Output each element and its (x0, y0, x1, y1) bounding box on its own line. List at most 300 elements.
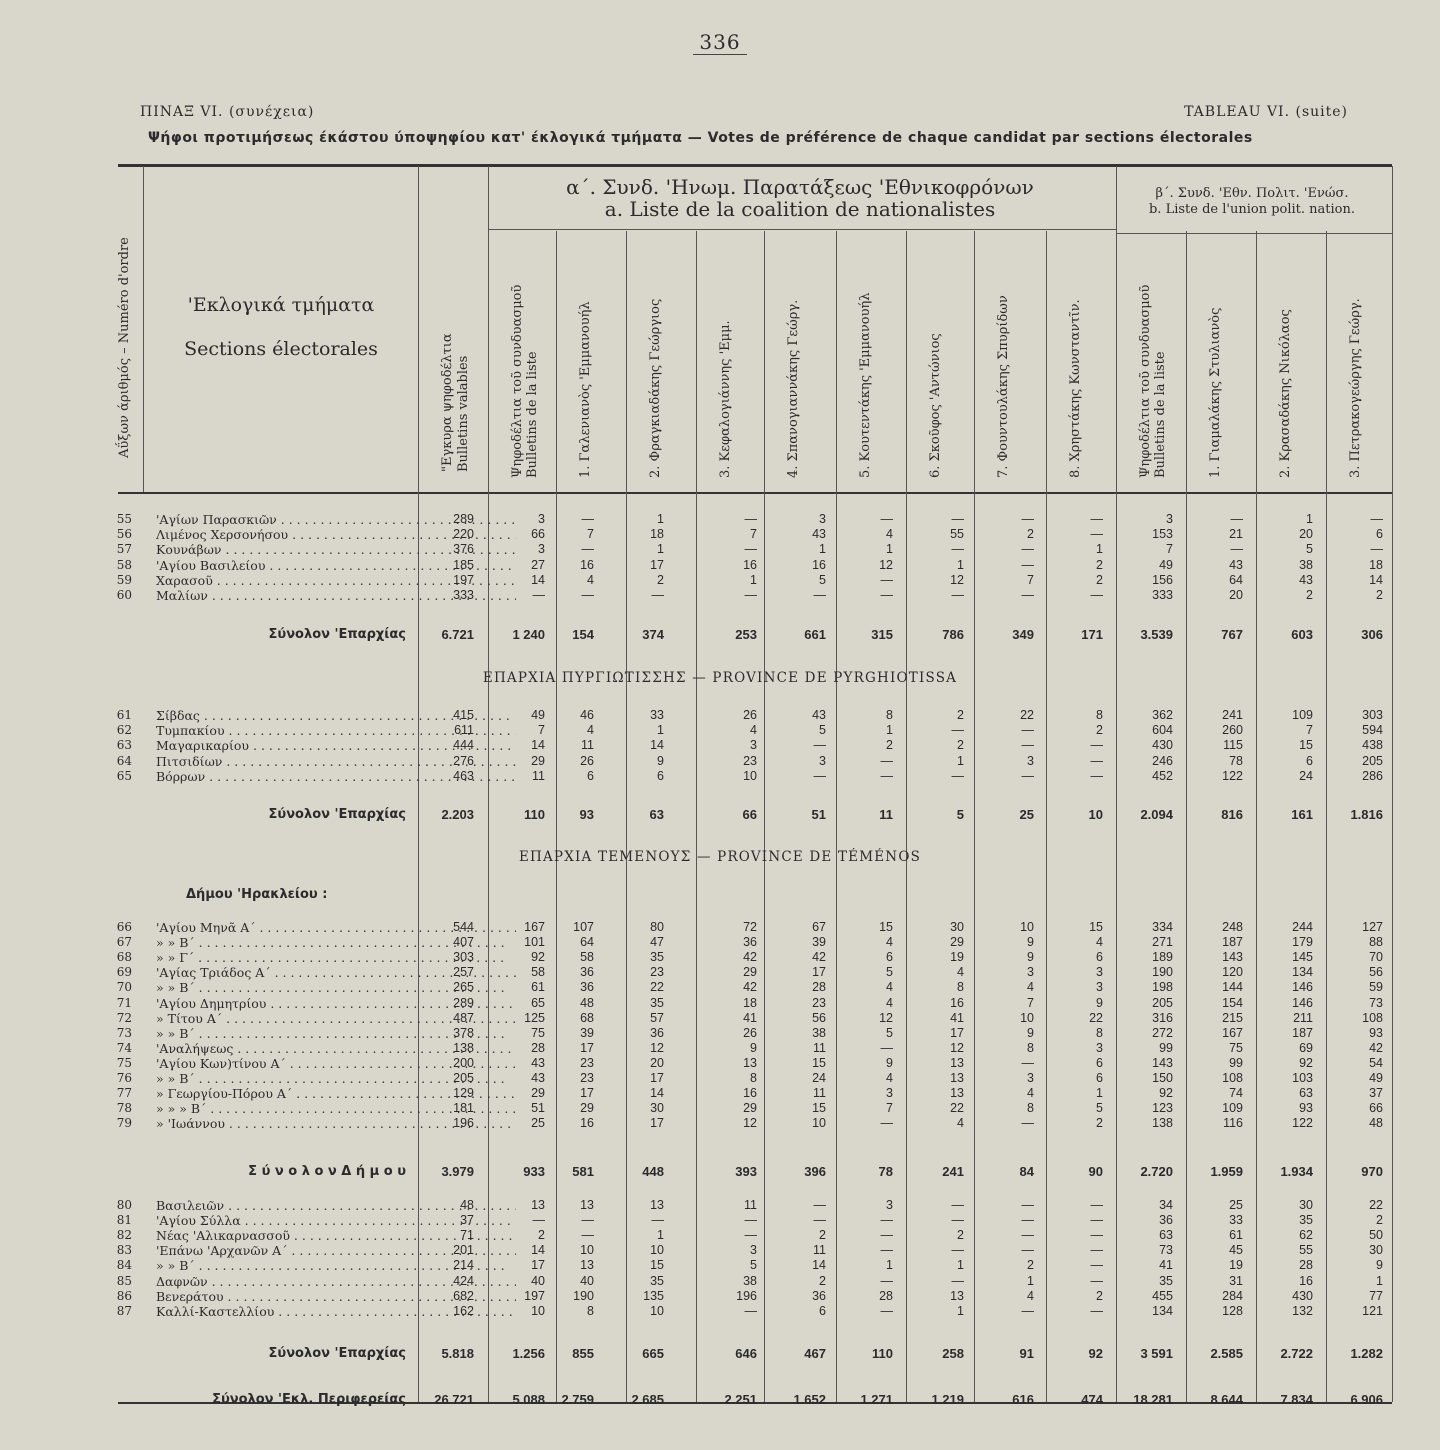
table-cell: 10 (580, 1243, 594, 1258)
table-cell: 99 (1159, 1040, 1173, 1055)
table-cell: 11 (813, 1040, 826, 1055)
row-number: 62 (116, 723, 132, 738)
table-cell: — (581, 588, 594, 602)
candidate-header-a: Ψηφοδέλτια τοῦ συνδυασμοῦ (510, 284, 525, 478)
table-cell: 17 (580, 1040, 594, 1055)
table-cell: 1 (1306, 512, 1313, 526)
table-cell: 9 (750, 1040, 757, 1055)
table-cell: 1 (657, 1228, 664, 1243)
table-cell: 29 (531, 1086, 545, 1101)
table-cell: 10 (1020, 920, 1034, 934)
table-cell: 374 (642, 627, 664, 642)
table-cell: 1.652 (793, 1392, 826, 1407)
page-number: 336 (0, 30, 1440, 54)
table-cell: 2 (957, 708, 964, 722)
table-cell: 144 (1222, 980, 1243, 995)
table-cell: 92 (1299, 1055, 1313, 1070)
section-name: 'Επάνω 'Αρχανῶν Α΄ . . . (156, 1243, 516, 1258)
table-cell: — (1021, 512, 1034, 526)
table-cell: 438 (1362, 738, 1383, 753)
table-row (100, 1198, 1390, 1214)
section-name: Τυμπακίου . . . (156, 723, 516, 738)
table-cell: — (880, 512, 893, 526)
table-row (100, 980, 1390, 996)
table-cell: 303 (453, 950, 474, 965)
table-cell: 27 (531, 557, 545, 572)
table-cell: — (1090, 1303, 1103, 1318)
table-cell: — (744, 1213, 757, 1228)
table-cell: 36 (812, 1288, 826, 1303)
section-name: Βενεράτου . . . (156, 1289, 516, 1304)
section-name: 'Αγίου Σύλλα . . . (156, 1213, 516, 1228)
table-cell: 215 (1222, 1010, 1243, 1025)
table-cell: 29 (531, 753, 545, 768)
row-number: 60 (116, 588, 132, 602)
table-cell: — (1090, 1243, 1103, 1258)
table-cell: 5 (886, 1025, 893, 1040)
table-cell: 3 (1166, 512, 1173, 526)
section-name: 'Αγίου Κων)τίνου Α΄ . . . (156, 1056, 516, 1071)
table-cell: 153 (1152, 527, 1173, 542)
table-cell: 21 (1229, 527, 1243, 542)
table-cell: 1 (657, 723, 664, 738)
table-cell: 25 (1019, 807, 1034, 822)
table-cell: 66 (742, 807, 757, 822)
table-cell: 162 (453, 1303, 474, 1318)
table-cell: 5 (886, 965, 893, 980)
table-cell: 1 (657, 542, 664, 557)
table-cell: 14 (1369, 572, 1383, 587)
table-cell: 257 (453, 965, 474, 980)
table-cell: 26 (743, 1025, 757, 1040)
table-cell: 91 (1019, 1346, 1034, 1361)
table-cell: 1 (1096, 1086, 1103, 1101)
table-cell: — (880, 572, 893, 587)
table-cell: — (1021, 1116, 1034, 1131)
table-cell: 108 (1362, 1010, 1383, 1025)
table-cell: — (1021, 1198, 1034, 1212)
table-row (100, 573, 1390, 589)
table-cell: 1 (957, 753, 964, 768)
table-cell: 34 (1159, 1198, 1173, 1212)
table-cell: 13 (950, 1086, 964, 1101)
table-cell: 109 (1222, 1101, 1243, 1116)
table-cell: — (1090, 738, 1103, 753)
table-cell: 9 (886, 1055, 893, 1070)
section-name: » » Β΄ . . . (156, 1026, 516, 1041)
vertical-rule (143, 166, 144, 492)
table-cell: — (651, 588, 664, 602)
table-cell: — (880, 1303, 893, 1318)
table-cell: — (581, 542, 594, 557)
table-cell: 156 (1152, 572, 1173, 587)
table-cell: 101 (524, 935, 545, 950)
table-cell: 146 (1292, 995, 1313, 1010)
table-cell: 36 (580, 965, 594, 980)
table-cell: 5 (750, 1258, 757, 1273)
table-cell: 72 (743, 920, 757, 934)
section-name: » » Β΄ . . . (156, 980, 516, 995)
table-cell: 2.251 (724, 1392, 757, 1407)
section-name: Πιτσιδίων . . . (156, 754, 516, 769)
table-cell: 17 (650, 1116, 664, 1131)
total-row (100, 627, 1390, 643)
table-cell: — (1230, 512, 1243, 526)
table-cell: 4 (886, 527, 893, 542)
section-name: 'Αγίου Βασιλείου . . . (156, 558, 516, 573)
table-cell: 23 (580, 1055, 594, 1070)
table-cell: 2 (957, 738, 964, 753)
table-cell: 110 (872, 1346, 893, 1361)
table-cell: 36 (580, 980, 594, 995)
table-cell: 767 (1221, 627, 1243, 642)
table-cell: 17 (950, 1025, 964, 1040)
table-cell: 1.256 (512, 1346, 545, 1361)
table-cell: 26 (743, 708, 757, 722)
table-cell: 4 (1027, 1288, 1034, 1303)
table-cell: 109 (1292, 708, 1313, 722)
table-cell: 12 (743, 1116, 757, 1131)
table-cell: 92 (531, 950, 545, 965)
table-cell: 25 (1229, 1198, 1243, 1212)
section-name: » » Β΄ . . . (156, 935, 516, 950)
table-cell: 128 (1222, 1303, 1243, 1318)
section-name: » Τίτου Α΄ . . . (156, 1011, 516, 1026)
table-cell: 187 (1292, 1025, 1313, 1040)
table-row (100, 738, 1390, 754)
row-number: 87 (116, 1303, 132, 1318)
table-cell: 42 (743, 980, 757, 995)
table-cell: 19 (1229, 1258, 1243, 1273)
table-cell: 2.094 (1140, 807, 1173, 822)
table-cell: 16 (743, 557, 757, 572)
total-row (100, 807, 1390, 823)
municipality-heading: Δήμου 'Ηρακλείου : (186, 887, 328, 902)
section-name: » » Β΄ . . . (156, 1071, 516, 1086)
table-cell: 75 (531, 1025, 545, 1040)
row-number: 70 (116, 980, 132, 995)
table-row (100, 542, 1390, 558)
table-cell: 28 (879, 1288, 893, 1303)
table-cell: 271 (1152, 935, 1173, 950)
table-row (100, 769, 1390, 785)
table-cell: 66 (531, 527, 545, 542)
table-cell: 30 (950, 920, 964, 934)
table-cell: — (813, 738, 826, 753)
table-cell: 15 (650, 1258, 664, 1273)
table-cell: 682 (453, 1288, 474, 1303)
candidate-header-a: 5. Κουτεντάκης 'Εμμανουήλ (858, 292, 873, 478)
table-cell: 7 (750, 527, 757, 542)
section-name: 'Αγίου Μηνᾶ Α΄ . . . (156, 920, 516, 935)
table-cell: 36 (650, 1025, 664, 1040)
table-cell: 93 (1369, 1025, 1383, 1040)
table-cell: 10 (650, 1243, 664, 1258)
table-cell: 272 (1152, 1025, 1173, 1040)
candidate-header-a: 2. Φραγκιαδάκης Γεώργιος (648, 298, 663, 478)
table-cell: 22 (1020, 708, 1034, 722)
table-cell: 33 (1229, 1213, 1243, 1228)
table-row (100, 723, 1390, 739)
table-cell: 99 (1229, 1055, 1243, 1070)
table-cell: 143 (1152, 1055, 1173, 1070)
table-cell: 42 (812, 950, 826, 965)
table-cell: 6 (1096, 950, 1103, 965)
table-cell: 211 (1293, 1010, 1313, 1025)
table-cell: 30 (1299, 1198, 1313, 1212)
table-cell: 3 (1096, 980, 1103, 995)
table-cell: 40 (580, 1273, 594, 1288)
table-cell: 444 (453, 738, 474, 753)
table-cell: 28 (812, 980, 826, 995)
table-cell: — (1090, 1198, 1103, 1212)
table-cell: 125 (524, 1010, 545, 1025)
table-cell: — (880, 768, 893, 783)
group-a-header-fr: a. Liste de la coalition de nationalistes (604, 197, 996, 221)
table-cell: — (744, 1303, 757, 1318)
candidate-header-b: 3. Πετρακογεώργης Γεώργ. (1348, 298, 1363, 478)
table-cell: 65 (531, 995, 545, 1010)
row-number: 63 (116, 738, 132, 753)
table-cell: 8 (1096, 708, 1103, 722)
valid-header-fr: Bulletins valables (456, 355, 471, 472)
table-cell: 205 (453, 1071, 474, 1085)
table-cell: 167 (1222, 1025, 1243, 1040)
table-cell: 646 (735, 1346, 757, 1361)
table-cell: — (813, 588, 826, 602)
table-cell: 2 (1306, 588, 1313, 602)
table-cell: 3 (1096, 965, 1103, 980)
group-a-header-gr: α΄. Συνδ. 'Ηνωμ. Παρατάξεως 'Εθνικοφρόνων (566, 175, 1034, 199)
table-cell: 4 (957, 965, 964, 980)
table-cell: 16 (580, 1116, 594, 1131)
section-name: Μαλίων . . . (156, 588, 516, 603)
table-cell: 4 (886, 980, 893, 995)
table-cell: — (951, 768, 964, 783)
table-cell: 13 (950, 1071, 964, 1085)
table-cell: 315 (871, 627, 893, 642)
row-number: 69 (116, 965, 132, 980)
section-name: Μαγαρικαρίου . . . (156, 738, 516, 753)
table-cell: 2 (1376, 588, 1383, 602)
row-number: 86 (116, 1288, 132, 1303)
table-cell: 4 (886, 1071, 893, 1085)
table-cell: 68 (580, 1010, 594, 1025)
table-row (100, 1086, 1390, 1102)
table-row (100, 920, 1390, 936)
table-cell: 48 (580, 995, 594, 1010)
table-cell: 28 (1299, 1258, 1313, 1273)
table-cell: 333 (453, 588, 474, 602)
table-cell: 603 (1291, 627, 1313, 642)
group-a-rule (488, 229, 1116, 230)
row-number: 61 (116, 708, 132, 722)
table-cell: 11 (532, 768, 545, 783)
table-cell: 594 (1362, 723, 1383, 738)
row-number: 72 (116, 1010, 132, 1025)
table-cell: — (813, 768, 826, 783)
table-cell: 36 (1159, 1213, 1173, 1228)
table-cell: 786 (942, 627, 964, 642)
table-cell: 43 (531, 1071, 545, 1085)
table-cell: 22 (1369, 1198, 1383, 1212)
table-cell: 1 (957, 1258, 964, 1273)
table-cell: 35 (650, 1273, 664, 1288)
row-number: 74 (116, 1040, 132, 1055)
table-cell: 88 (1369, 935, 1383, 950)
table-cell: 253 (735, 627, 757, 642)
table-cell: 2 (1096, 723, 1103, 738)
table-cell: 241 (1222, 708, 1243, 722)
section-name: Βασιλειῶν . . . (156, 1198, 516, 1213)
table-cell: 30 (650, 1101, 664, 1116)
table-cell: 56 (1369, 965, 1383, 980)
table-cell: 474 (1081, 1392, 1103, 1407)
sections-header-fr: Sections électorales (184, 338, 378, 360)
table-cell: 171 (1081, 627, 1103, 642)
table-cell: 7 (1027, 572, 1034, 587)
table-cell: 1.816 (1350, 807, 1383, 822)
table-cell: 66 (1369, 1101, 1383, 1116)
table-cell: 77 (1369, 1288, 1383, 1303)
table-cell: 38 (812, 1025, 826, 1040)
total-row (100, 1164, 1390, 1180)
table-cell: 15 (1089, 920, 1103, 934)
candidate-header-b-fr: Bulletins de la liste (1153, 351, 1168, 478)
table-cell: 78 (878, 1164, 893, 1179)
table-cell: 20 (1229, 588, 1243, 602)
table-cell: — (1370, 542, 1383, 557)
row-number: 58 (116, 557, 132, 572)
section-name: Σύνολον 'Εκλ. Περιφερείας (212, 1392, 406, 1407)
table-cell: — (880, 1228, 893, 1243)
table-cell: 3 (819, 753, 826, 768)
table-cell: 63 (1299, 1086, 1313, 1101)
table-cell: — (880, 1213, 893, 1228)
table-cell: 43 (1229, 557, 1243, 572)
row-number: 85 (116, 1273, 132, 1288)
table-row (100, 1304, 1390, 1320)
table-cell: 154 (572, 627, 594, 642)
table-cell: 10 (1088, 807, 1103, 822)
table-cell: 35 (1159, 1273, 1173, 1288)
table-cell: 13 (580, 1258, 594, 1273)
table-cell: — (744, 542, 757, 557)
table-cell: 64 (1229, 572, 1243, 587)
table-cell: — (1090, 512, 1103, 526)
table-cell: — (1090, 1273, 1103, 1288)
table-cell: — (744, 1228, 757, 1243)
table-cell: 1 (1376, 1273, 1383, 1288)
table-cell: 49 (1159, 557, 1173, 572)
table-cell: 30 (1369, 1243, 1383, 1258)
table-cell: 40 (531, 1273, 545, 1288)
table-cell: 1 (886, 1258, 893, 1273)
row-number: 68 (116, 950, 132, 965)
table-cell: 54 (1369, 1055, 1383, 1070)
table-cell: 362 (1152, 708, 1173, 722)
table-cell: 15 (812, 1055, 826, 1070)
section-name: » Γεωργίου-Πόρου Α΄ . . . (156, 1086, 516, 1101)
table-cell: 2 (886, 738, 893, 753)
table-cell: 127 (1362, 920, 1383, 934)
table-cell: 303 (1362, 708, 1383, 722)
table-cell: 289 (453, 995, 474, 1010)
candidate-header-a: 3. Κεφαλογιάννης 'Εμμ. (718, 320, 733, 478)
table-cell: 16 (1299, 1273, 1313, 1288)
table-cell: 62 (1299, 1228, 1313, 1243)
province-heading-temenos: ΕΠΑΡΧΙΑ ΤΕΜΕΝΟΥΣ — PROVINCE DE TÉMÉNOS (518, 849, 922, 865)
table-cell: 378 (453, 1025, 474, 1040)
table-cell: 31 (1229, 1273, 1243, 1288)
table-cell: 424 (453, 1273, 474, 1288)
table-cell: 1 (957, 1303, 964, 1318)
table-cell: 1.934 (1280, 1164, 1313, 1179)
table-cell: 67 (812, 920, 826, 934)
table-cell: 1.271 (860, 1392, 893, 1407)
table-cell: 661 (804, 627, 826, 642)
table-cell: 2 (819, 1228, 826, 1243)
section-name: Δαφνῶν . . . (156, 1274, 516, 1289)
table-cell: 64 (580, 935, 594, 950)
table-cell: 10 (531, 1303, 545, 1318)
group-b-rule (1116, 233, 1392, 234)
table-cell: 25 (531, 1116, 545, 1131)
column-rule (1392, 166, 1393, 1402)
table-cell: 407 (453, 935, 474, 950)
table-cell: 39 (812, 935, 826, 950)
table-cell: 29 (580, 1101, 594, 1116)
table-cell: 2 (957, 1228, 964, 1243)
table-cell: 544 (453, 920, 474, 934)
table-cell: 415 (453, 708, 474, 722)
table-cell: 8 (957, 980, 964, 995)
table-cell: 4 (886, 935, 893, 950)
table-cell: 24 (1299, 768, 1313, 783)
table-cell: 13 (743, 1055, 757, 1070)
table-cell: 190 (1152, 965, 1173, 980)
row-number: 66 (116, 920, 132, 934)
valid-header-gr: "Εγκυρα ψηφοδέλτια (440, 333, 455, 472)
table-cell: 37 (460, 1213, 474, 1228)
table-cell: 23 (743, 753, 757, 768)
table-cell: 7.834 (1280, 1392, 1313, 1407)
table-cell: 36 (743, 935, 757, 950)
table-cell: 41 (950, 1010, 964, 1025)
sections-header-gr: 'Εκλογικά τμήματα (187, 294, 375, 316)
table-cell: — (1021, 1303, 1034, 1318)
table-cell: 3 591 (1140, 1346, 1173, 1361)
table-cell: 12 (879, 1010, 893, 1025)
table-cell: — (813, 1198, 826, 1212)
table-cell: 4 (1096, 935, 1103, 950)
table-cell: 11 (581, 738, 594, 753)
table-cell: 70 (1369, 950, 1383, 965)
table-cell: 121 (1362, 1303, 1383, 1318)
table-cell: 16 (950, 995, 964, 1010)
table-cell: 3 (1027, 965, 1034, 980)
table-row (100, 754, 1390, 770)
section-name: Λιμένος Χερσονήσου . . . (156, 527, 516, 542)
table-cell: 179 (1292, 935, 1313, 950)
row-number: 76 (116, 1071, 132, 1085)
table-cell: 43 (812, 527, 826, 542)
table-cell: 3 (750, 1243, 757, 1258)
table-cell: 448 (642, 1164, 664, 1179)
table-cell: 581 (572, 1164, 594, 1179)
table-cell: 43 (531, 1055, 545, 1070)
table-cell: 2 (1096, 557, 1103, 572)
